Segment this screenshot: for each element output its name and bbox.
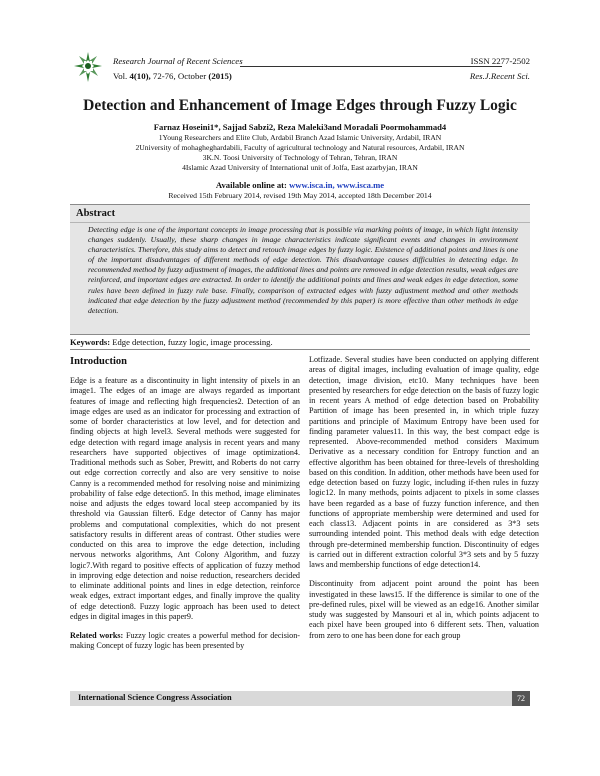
journal-logo-icon — [70, 48, 106, 86]
pages-date: 72-76, October — [150, 71, 209, 81]
received-dates: Received 15th February 2014, revised 19th May 2014, accepted 18th December 2014 — [168, 191, 432, 200]
available-online — [60, 180, 540, 190]
introduction-heading: Introduction — [70, 356, 127, 367]
keywords — [70, 337, 530, 347]
footer-bar — [70, 691, 530, 706]
related-works-label: Related works: — [70, 631, 124, 640]
journal-name: Research Journal of Recent Sciences — [113, 56, 243, 66]
volume-year: (2015) — [208, 71, 232, 81]
paper-title: Detection and Enhancement of Image Edges through Fuzzy Logic — [83, 97, 517, 114]
affiliation-2: 2University of mohagheghardabili, Faculty of agricultural technology and Natural resources, Ardabil, IRAN — [135, 143, 465, 152]
keywords-text: Edge detection, fuzzy logic, image processing. — [112, 337, 273, 347]
related-works-text: Fuzzy logic creates a powerful method for decision-making Concept of fuzzy logic has been presented by — [70, 631, 300, 651]
journal-abbreviation: Res.J.Recent Sci. — [469, 71, 530, 81]
affiliation-4: 4Islamic Azad University of International unit of Jolfa, East azarbyjan, IRAN — [182, 163, 418, 172]
right-paragraph-1: Lotfizade. Several studies have been conducted on applying different areas of digital images, including evaluation of image quality, edge detection, image division, etc10. Many techniques have been presented by researchers for edge detection on the basis of fuzzy logic in recent years A method of edge detection based on Probability Partition of image has been presented in, in which triple fuzzy partitions and principle of Maximum Entropy have been used for finding parameter values11. In this way, the best compact edge is represented. Above-recommended method considers Maximum Derivative as a necessary condition for Entropy function and an effective algorithm has been obtained for three-levels of thresholding based on this condition. In addition, other methods have been used for edge detection based on fuzzy logic, including if-then rules in fuzzy logic12. In many methods, points adjacent to pixels in some classes have been regarded as a base of fuzzy function inference, and then functions of appropriate membership were determined and used for each class13. Adjacent points in are considered as 3*3 sets surrounding intended point. This method deals with edge detection through pre-determined membership function. Discontinuity of edges is carried out in different extraction colorful 3*3 sets and by 5 fuzzy laws and membership functions of edge detection14. — [309, 355, 539, 569]
keywords-rule — [70, 349, 530, 350]
affiliation-3: 3K.N. Toosi University of Technology of Tehran, Tehran, IRAN — [202, 153, 398, 162]
page-number: 72 — [512, 691, 530, 706]
available-label: Available online at: — [215, 180, 290, 190]
abstract-box — [70, 204, 530, 335]
keywords-label: Keywords: — [70, 337, 113, 347]
affiliation-1: 1Young Researchers and Elite Club, Ardabil Branch Azad Islamic University, Ardabil, IRAN — [158, 133, 442, 142]
authors: Farnaz Hoseini1*, Sajjad Sabzi2, Reza Maleki3and Moradali Poormohammad4 — [153, 122, 447, 132]
right-paragraph-2: Discontinuity from adjacent point around the point has been investigated in these laws15. If the difference is similar to one of the pre-defined rules, pixel will be viewed as an edge16. Another similar study was suggested by Mansouri et al in, which points adjacent to each pixel have been grouped into 6 different sets. Then, valuation from zero to one has been done for each group — [309, 579, 539, 640]
related-works-paragraph — [70, 631, 300, 652]
footer-text: International Science Congress Association — [78, 693, 232, 702]
affiliations — [60, 133, 540, 173]
volume-prefix: Vol. — [113, 71, 130, 81]
abstract-rule — [70, 222, 530, 223]
left-column — [70, 355, 300, 652]
volume-info — [113, 71, 232, 81]
volume-issue: 4(10), — [129, 71, 151, 81]
journal-urls-link[interactable]: www.isca.in, www.isca.me — [289, 180, 385, 190]
issn: ISSN 2277-2502 — [470, 56, 530, 66]
header-rule — [240, 66, 502, 67]
abstract-text: Detecting edge is one of the important concepts in image processing that is possible via marking points of image, in which light intensity changes suddenly. Usually, these sharp changes in image characteristics indicate significant events and changes in environment characteristics. Therefore, this study aims to detect and retouch image edges by fuzzy logic. Existence of additional points and lines is one of the important disadvantages of different methods of edge detection. This disadvantage causes difficulties in detecting edge. In recommended method by fuzzy adjustment of images, the additional lines and points are removed in edge detection results, weak edges are reinforced, and important edges are extracted. In order to identify the additional points and lines and weak edges in edge detection, some rules have been defined in fuzzy rule base. Finally, comparison of extracted edges with fuzzy adjustment method and other methods indicated that edge detection by the fuzzy adjustment method (recommended by this paper) is more effective than other methods in edge detection. — [88, 225, 518, 315]
right-column — [309, 355, 539, 641]
abstract-heading: Abstract — [76, 208, 116, 219]
introduction-paragraph: Edge is a feature as a discontinuity in light intensity of pixels in an image1. The edges of an image are always regarded as important features of image and reflecting high frequencies2. Detection of an image edges are used as an indicator for processing and extraction of some of border characteristics at low level, and for detection and finding objects at high level3. Several methods were suggested for edge detection with regard image analysis in recent years and many researchers have supported objectives of image optimization4. Traditional methods such as Sober, Prewitt, and Roberts do not carry out edge correction correctly and also are very sensitive to noise Canny is a recommended method for resolving noise and minimizing probability of false edge detection5. In this method, image eliminates noise and adjusts the edges toward local steep accompanied by its threshold via Gaussian filter6. Edge detector of Canny has major problems and computational complexities, which do not present satisfactory results in different areas of contrast. Other studies were conducted on this area to improve the edge detection, including nervous networks algorithms, Ant Colony Algorithm, and fuzzy logic7.With regard to positive effects of application of fuzzy method in improving edge detection and noise reduction, researchers decided to eliminate additional points and lines in edge detection, reinforce weak edges, extract important edges, and finally improve the quality of edge detection8. Fuzzy logic approach has been used to detect edges in digital images in this paper9. — [70, 376, 300, 621]
